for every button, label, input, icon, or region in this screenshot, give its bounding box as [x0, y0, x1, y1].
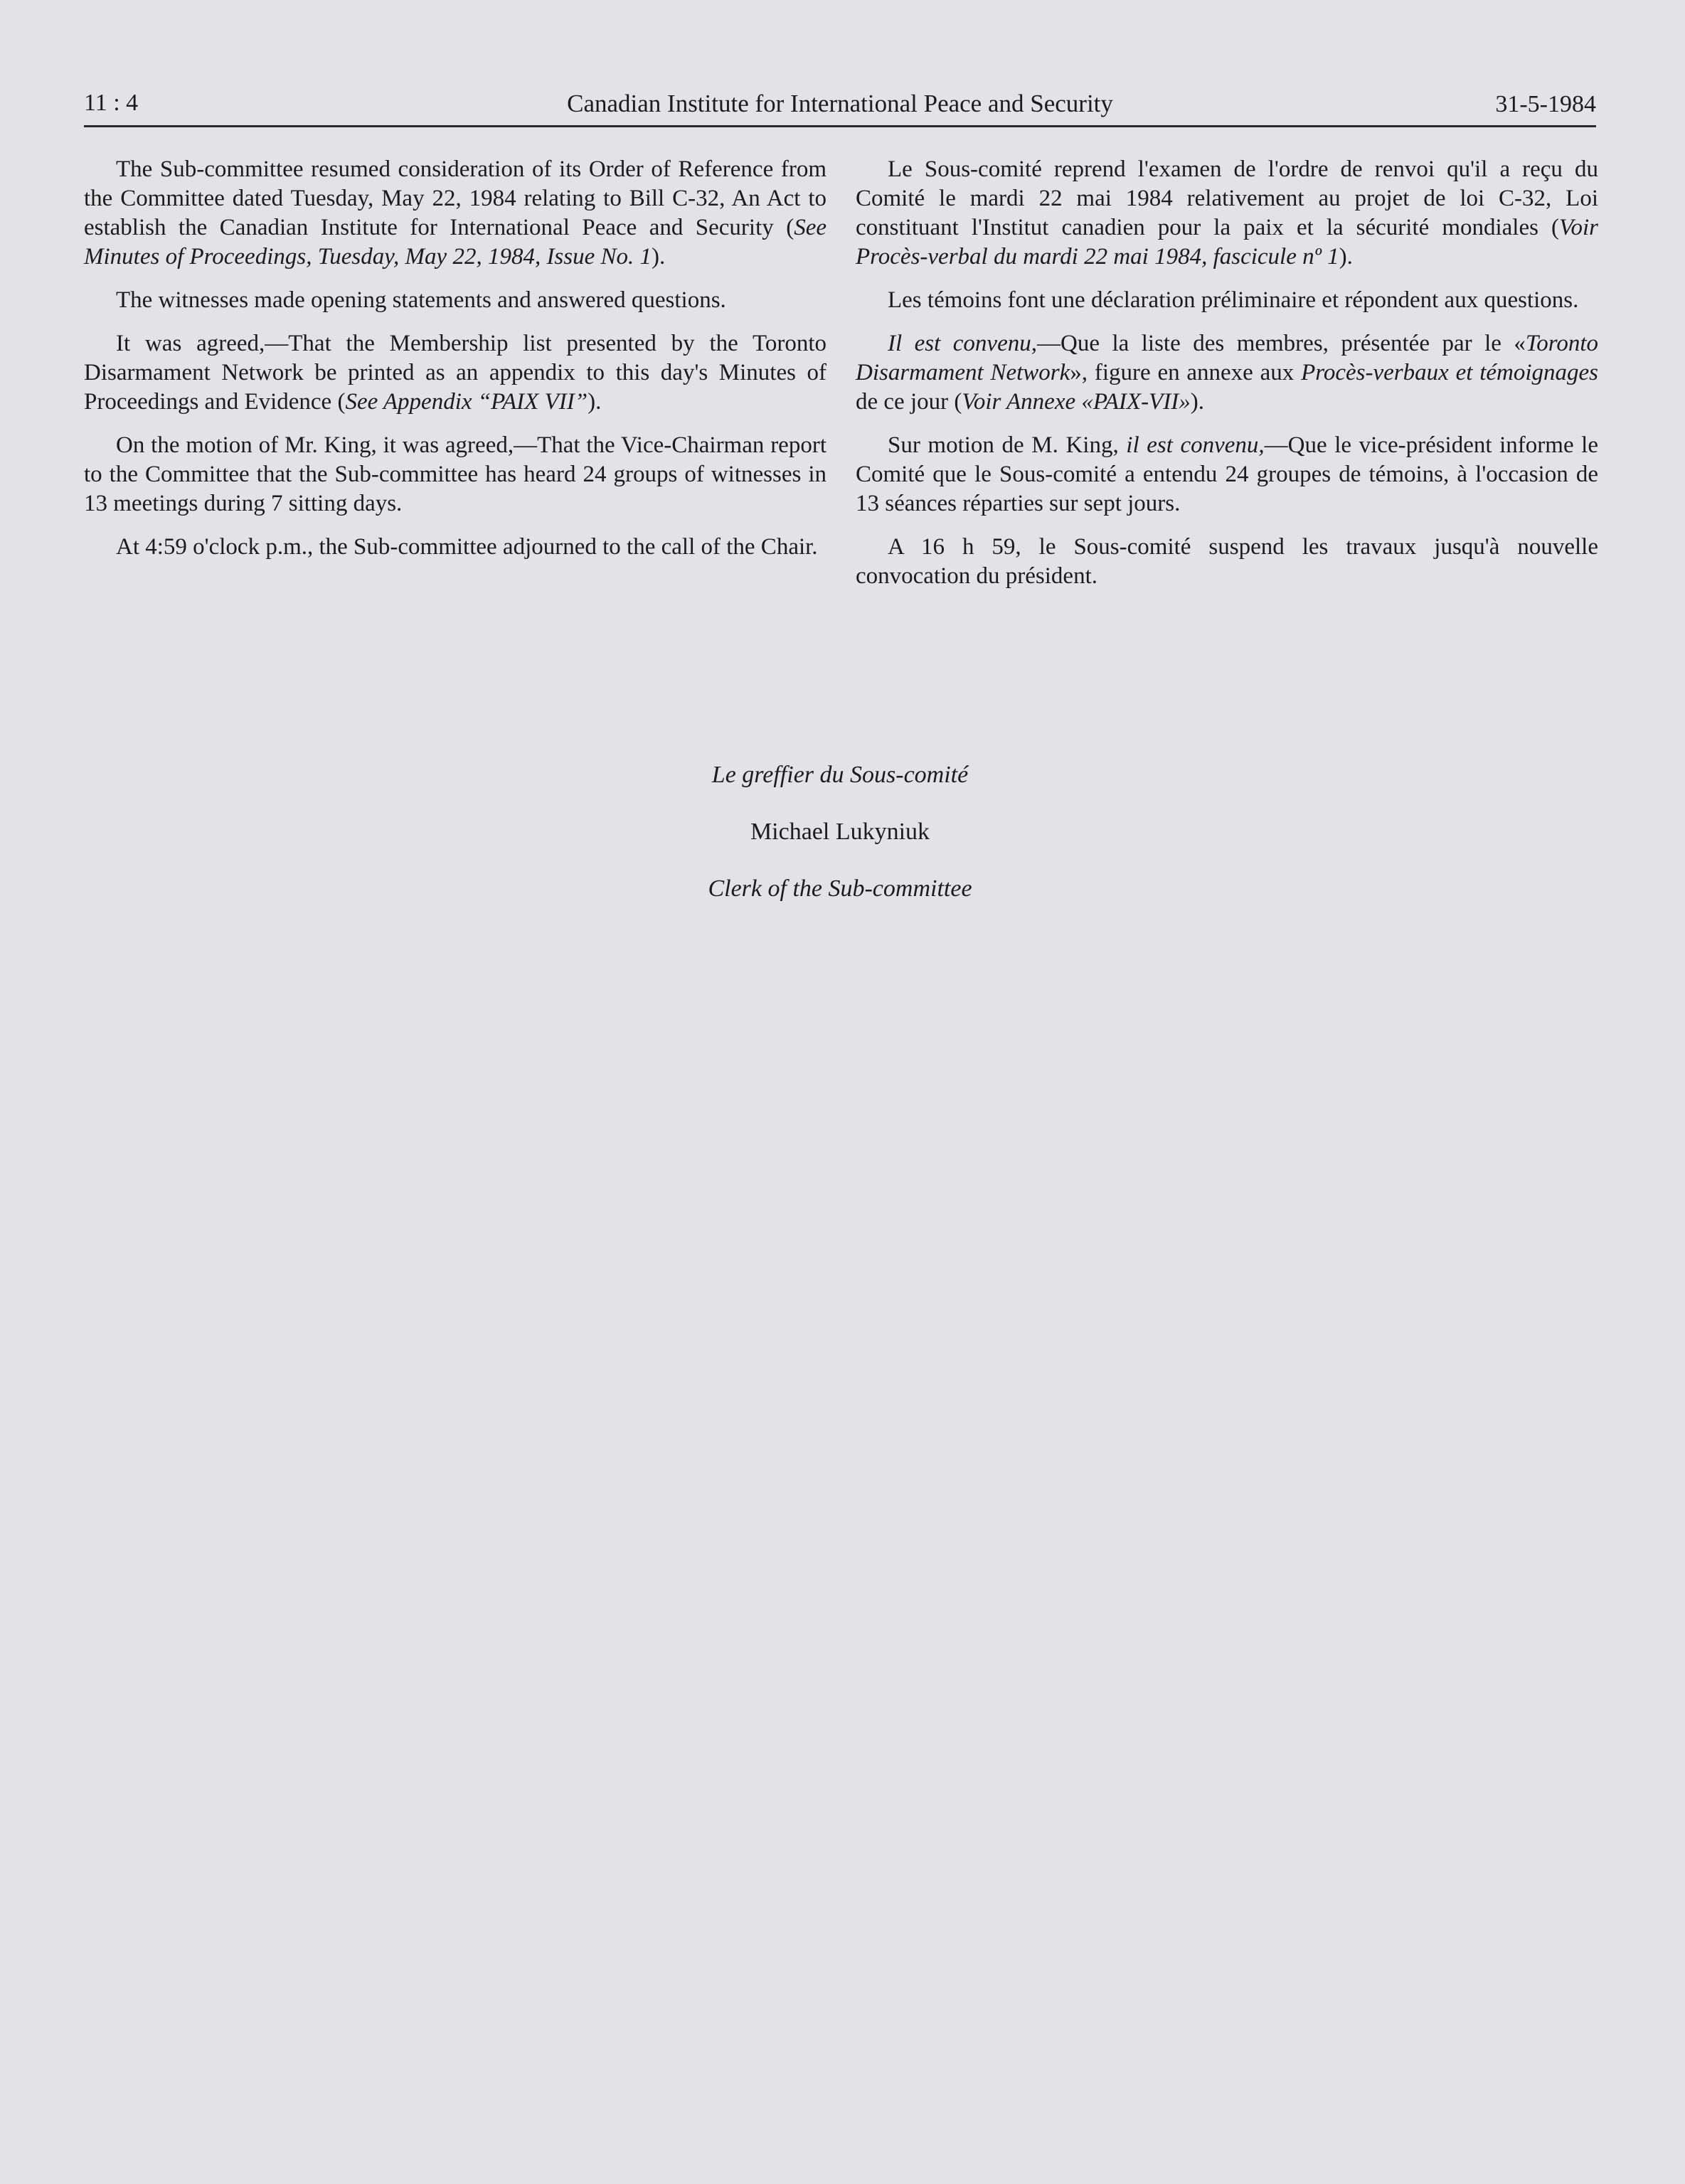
french-paragraph-motion: Sur motion de M. King, il est convenu,—Que le vice-président informe le Comité que le Sous-comité a entendu 24 groupes de témoins, à l'occasion de 13 séances réparties sur sept jours.: [856, 432, 1598, 516]
english-paragraph-adjournment: At 4:59 o'clock p.m., the Sub-committee adjourned to the call of the Chair.: [116, 534, 818, 560]
signature-block: [84, 760, 1596, 930]
english-paragraph-membership-list: It was agreed,—That the Membership list presented by the Toronto Disarmament Network be printed as an appendix to this day's Minutes of Proceedings and Evidence (See Appendix “PAIX VII”).: [84, 331, 826, 415]
english-appendix-reference: See Appendix “PAIX VII”: [345, 389, 588, 415]
clerk-title-french: Le greffier du Sous-comité: [711, 762, 969, 788]
clerk-name: Michael Lukyniuk: [750, 819, 930, 845]
french-paragraph-order-of-reference: Le Sous-comité reprend l'examen de l'ordre de renvoi qu'il a reçu du Comité le mardi 22 mai 1984 relativement au projet de loi C-32, Loi constituant l'Institut canadien pour la paix et la sécurité mondiales (Voir Procès-verbal du mardi 22 mai 1984, fascicule nº 1).: [856, 156, 1598, 270]
french-reference: Voir Procès-verbal du mardi 22 mai 1984, fascicule nº 1: [856, 215, 1598, 270]
header-date: 31-5-1984: [1495, 91, 1596, 117]
french-paragraph-membership-list: Il est convenu,—Que la liste des membres, présentée par le «Toronto Disarmament Network», figure en annexe aux Procès-verbaux et témoignages de ce jour (Voir Annexe «PAIX-VII»).: [856, 331, 1599, 415]
french-paragraph-witnesses: Les témoins font une déclaration préliminaire et répondent aux questions.: [888, 287, 1579, 313]
english-paragraph-order-of-reference: The Sub-committee resumed consideration of its Order of Reference from the Committee dated Tuesday, May 22, 1984 relating to Bill C-32, An Act to establish the Canadian Institute for International Peace and Security (See Minutes of Proceedings, Tuesday, May 22, 1984, Issue No. 1).: [84, 156, 826, 270]
english-paragraph-witnesses: The witnesses made opening statements and answered questions.: [116, 287, 726, 313]
english-paragraph-motion: On the motion of Mr. King, it was agreed,—That the Vice-Chairman report to the Committee that the Sub-committee has heard 24 groups of witnesses in 13 meetings during 7 sitting days.: [84, 432, 826, 516]
english-column: [84, 155, 826, 576]
running-title: Canadian Institute for International Peace and Security: [567, 90, 1113, 117]
english-reference: See Minutes of Proceedings, Tuesday, May 22, 1984, Issue No. 1: [84, 215, 826, 270]
french-paragraph-adjournment: A 16 h 59, le Sous-comité suspend les travaux jusqu'à nouvelle convocation du président.: [856, 534, 1598, 589]
page-header: [84, 84, 1596, 127]
french-column: [856, 155, 1598, 605]
clerk-title-english: Clerk of the Sub-committee: [708, 875, 972, 902]
page-number: 11 : 4: [84, 90, 139, 116]
french-appendix-reference: Voir Annexe «PAIX-VII»: [962, 389, 1191, 415]
header-rule: [84, 125, 1596, 127]
